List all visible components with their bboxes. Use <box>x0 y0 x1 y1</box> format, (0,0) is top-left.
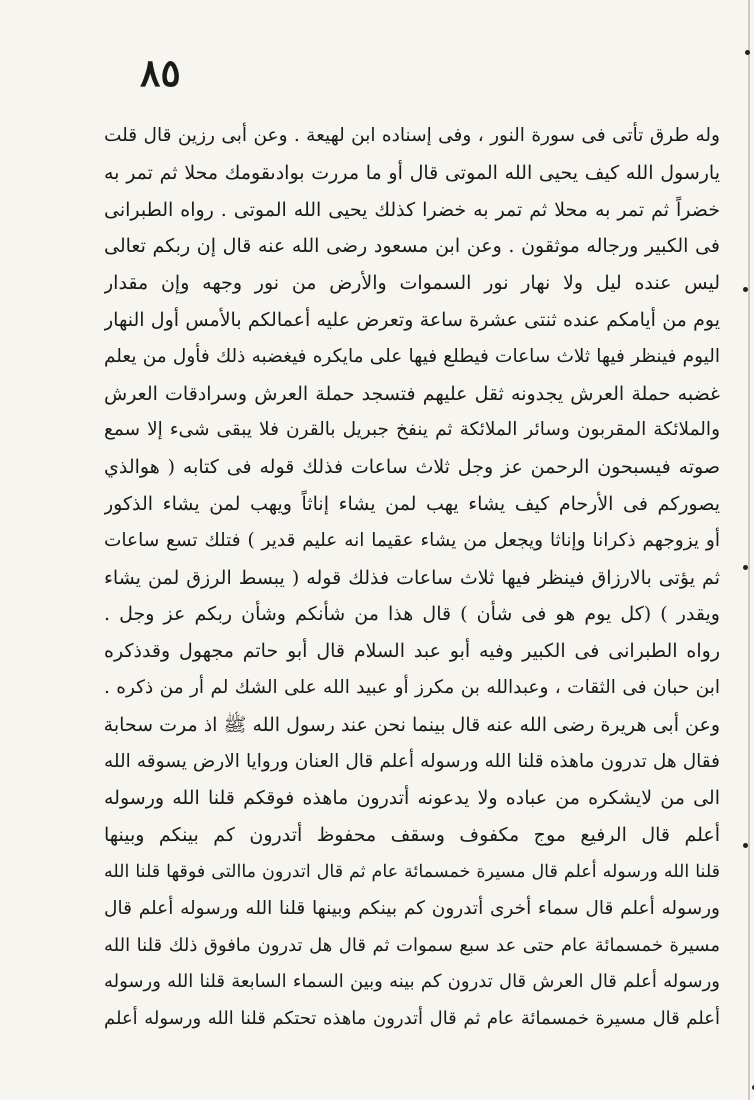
text-line: ليس عنده ليل ولا نهار نور السموات والأرض من نور وجهه وإن مقدار <box>104 272 720 295</box>
text-line: وعن أبى هريرة رضى الله عنه قال بينما نحن عند رسول الله ﷺ اذ مرت سحابة <box>104 713 720 736</box>
text-line: ورسوله أعلم قال سماء أخرى أتدرون كم بينكم وبينها قلنا الله ورسوله أعلم قال <box>104 897 720 919</box>
text-line: الى من لايشكره من عباده ولا يدعونه أتدرون ماهذه فوقكم قلنا الله ورسوله <box>104 787 720 810</box>
text-line: خضراً ثم تمر به محلا ثم تمر به خضرا كذلك يحيى الله الموتى . رواه الطبرانى <box>104 198 720 221</box>
margin-dot <box>743 843 748 848</box>
text-line: أعلم قال الرفيع موج مكفوف وسقف محفوظ أتدرون كم بينكم وبينها <box>104 824 720 847</box>
text-line: والملائكة المقربون وسائر الملائكة ثم ينفخ جبريل بالقرن فلا يبقى شىء إلا سمع <box>104 419 720 441</box>
page-number: ٨٥ <box>140 50 181 95</box>
text-line: يوم من أيامكم عنده ثنتى عشرة ساعة وتعرض عليه أعمالكم بالأمس أول النهار <box>104 308 720 331</box>
margin-dot <box>743 287 748 292</box>
body-text <box>104 118 720 1038</box>
text-line: أعلم قال مسيرة خمسمائة عام ثم قال أتدرون ماهذه تحتكم قلنا الله ورسوله أعلم <box>104 1008 720 1030</box>
text-line: يارسول الله كيف يحيى الله الموتى قال أو ما مررت بوادىقومك محلا ثم تمر به <box>104 161 720 184</box>
text-line: اليوم فينظر فيها ثلاث ساعات فيطلع فيها على مايكره فيغضبه ذلك فأول من يعلم <box>104 345 720 367</box>
text-line: ابن حبان فى الثقات ، وعبدالله بن مكرز أو عبيد الله على الشك لم أر من ذكره . <box>104 676 720 698</box>
page-edge <box>748 0 750 1100</box>
text-line: أو يزوجهم ذكرانا وإناثا ويجعل من يشاء عقيما انه عليم قدير ) فتلك تسع ساعات <box>104 529 720 551</box>
text-line: فقال هل تدرون ماهذه قلنا الله ورسوله أعلم قال العنان وروايا الارض يسوقه الله <box>104 750 720 772</box>
text-line: غضبه حملة العرش يجدونه ثقل عليهم فتسجد حملة العرش وسرادقات العرش <box>104 382 720 405</box>
text-line: وله طرق تأتى فى سورة النور ، وفى إسناده ابن لهيعة . وعن أبى رزين قال قلت <box>104 125 720 146</box>
margin-dot <box>745 50 750 55</box>
text-line: رواه الطبرانى فى الكبير وفيه أبو عبد السلام قال أبو حاتم مجهول وقدذكره <box>104 640 720 663</box>
text-line: قلنا الله ورسوله أعلم قال مسيرة خمسمائة عام ثم قال اتدرون ماالتى فوقها قلنا الله <box>104 861 720 882</box>
text-line: ورسوله أعلم قال العرش قال تدرون كم بينه وبين السماء السابعة قلنا الله ورسوله <box>104 971 720 993</box>
margin-dot <box>743 565 748 570</box>
text-line: صوته فيسبحون الرحمن عز وجل ثلاث ساعات فذلك قوله فى كتابه ( هوالذي <box>104 456 720 479</box>
text-line: مسيرة خمسمائة عام حتى عد سبع سموات ثم قال هل تدرون مافوق ذلك قلنا الله <box>104 934 720 956</box>
text-line: ويقدر ) (كل يوم هو فى شأن ) قال هذا من شأنكم وشأن ربكم عز وجل . <box>104 603 720 626</box>
text-line: فى الكبير ورجاله موثقون . وعن ابن مسعود رضى الله عنه قال إن ربكم تعالى <box>104 235 720 258</box>
text-line: يصوركم فى الأرحام كيف يشاء يهب لمن يشاء إناثاً ويهب لمن يشاء الذكور <box>104 492 720 515</box>
text-line: ثم يؤتى بالارزاق فينظر فيها ثلاث ساعات فذلك قوله ( يبسط الرزق لمن يشاء <box>104 566 720 589</box>
